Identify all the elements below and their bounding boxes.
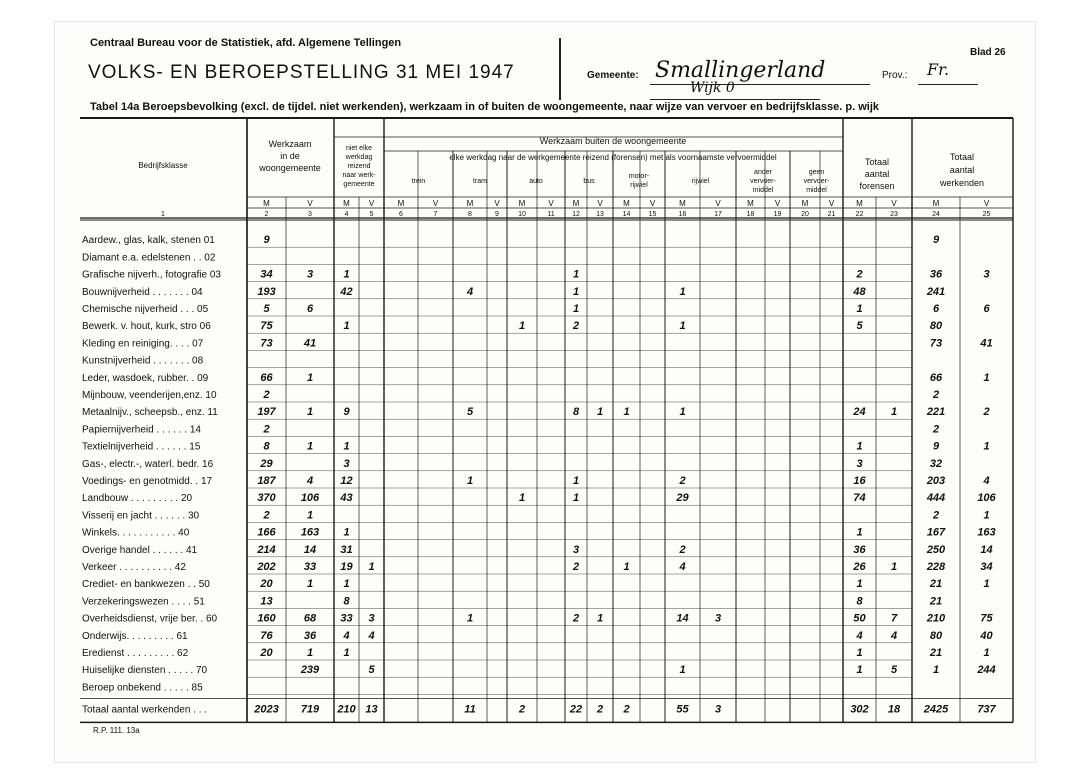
vehicle-header: ander [754,169,772,176]
row-label: Aardew., glas, kalk, stenen 01 [82,235,215,247]
cell-value: 244 [977,664,996,677]
niet-elke-header: naar werk- [342,172,376,179]
cell-value: 1 [306,509,314,522]
cell-value: 20 [260,578,273,591]
cell-value: 2 [263,389,270,401]
column-number: 23 [890,211,898,218]
total-value: 2425 [923,703,949,716]
cell-value: 41 [303,337,317,350]
row-label: Kleding en reiniging. . . . 07 [82,338,204,350]
cell-value: 202 [257,561,276,573]
cell-value: 66 [260,371,273,384]
mv-label: M [263,199,270,208]
province-label: Prov.: [882,70,908,81]
total-value: 2 [596,703,604,716]
row-label: Visserij en jacht . . . . . . 30 [82,510,200,522]
row-label: Bewerk. v. hout, kurk, stro 06 [82,321,211,333]
mv-label: M [747,199,754,208]
cell-value: 221 [926,406,946,419]
cell-value: 21 [929,595,943,608]
cell-value: 32 [929,457,943,470]
cell-value: 1 [343,578,350,591]
cell-value: 4 [343,629,350,642]
cell-value: 4 [306,475,314,487]
column-number: 18 [746,211,755,218]
cell-value: 2 [856,268,863,281]
row-label: Bouwnijverheid . . . . . . . 04 [82,286,203,298]
column-number: 1 [161,211,165,218]
cell-value: 1 [572,285,580,298]
cell-value: 370 [257,492,276,505]
cell-value: 6 [932,303,940,315]
row-label: Overige handel . . . . . . 41 [82,544,198,556]
row-label: Verkeer . . . . . . . . . . 42 [82,562,186,573]
row-label: Voedings- en genotmidd. . 17 [82,476,213,487]
column-number: 3 [308,211,312,218]
cell-value: 29 [676,492,689,505]
mv-label: M [572,199,580,208]
column-number: 21 [827,211,836,218]
totaal-forensen-header: Totaal [864,157,890,167]
cell-value: 1 [306,406,314,419]
cell-value: 14 [303,543,317,556]
mv-label: V [494,199,500,208]
cell-value: 8 [856,595,863,608]
niet-elke-header: reizend [347,163,371,170]
cell-value: 228 [926,561,946,573]
column-number: 10 [518,211,526,218]
cell-value: 3 [343,457,350,470]
cell-value: 8 [343,595,350,608]
cell-value: 1 [368,561,375,573]
column-number: 13 [596,211,604,218]
cell-value: 1 [679,664,686,677]
total-value: 2 [518,703,526,716]
cell-value: 7 [890,612,898,625]
cell-value: 75 [980,612,993,625]
mv-label: V [891,199,897,208]
cell-value: 1 [596,612,604,625]
vehicle-header: vervoer- [750,178,776,185]
row-label: Landbouw . . . . . . . . . 20 [82,493,193,505]
cell-value: 4 [466,285,474,298]
cell-value: 1 [856,664,863,677]
cell-value: 5 [466,406,474,419]
cell-value: 8 [263,440,270,453]
cell-value: 1 [856,647,863,659]
row-label: Grafische nijverh., fotografie 03 [82,269,221,281]
column-number: 2 [264,211,269,218]
row-label: Winkels. . . . . . . . . . . 40 [82,527,190,539]
buiten-header: Werkzaam buiten de woongemeente [539,136,687,146]
gemeente-label: Gemeente: [587,70,639,81]
totaal-forensen-header: forensen [859,181,895,191]
cell-value: 16 [853,475,866,487]
bureau-header: Centraal Bureau voor de Statistiek, afd. Algemene Tellingen [90,37,402,49]
column-number: 24 [932,211,940,218]
column-number: 25 [982,211,991,218]
cell-value: 3 [856,457,863,470]
cell-value: 1 [306,440,314,453]
cell-value: 33 [340,612,353,625]
cell-value: 239 [300,664,320,677]
cell-value: 24 [853,406,866,419]
cell-value: 106 [300,492,320,505]
cell-value: 1 [983,647,990,659]
mv-label: M [932,199,940,208]
cell-value: 1 [679,406,686,419]
vehicle-header: middel [752,187,774,194]
cell-value: 167 [926,526,946,539]
mv-label: V [983,199,990,208]
mv-label: M [801,199,809,208]
cell-value: 13 [260,595,273,608]
total-label: Totaal aantal werkenden . . . [82,704,208,716]
totaal-werkenden-header: werkenden [939,178,985,188]
vehicle-header: vervoer- [803,178,830,185]
cell-value: 14 [676,612,689,625]
row-label: Metaalnijv., scheepsb., enz. 11 [82,407,218,419]
wijk-value: Wijk 0 [690,80,735,96]
column-number: 6 [399,211,403,218]
row-label: Leder, wasdoek, rubber. . 09 [82,372,209,384]
cell-value: 250 [926,543,946,556]
cell-value: 48 [853,285,866,298]
row-label: Gas-, electr.-, waterl. bedr. 16 [82,458,214,470]
werkzaam-in-header: in de [280,151,300,161]
cell-value: 5 [263,303,270,315]
cell-value: 4 [368,629,375,642]
cell-value: 1 [983,578,990,591]
cell-value: 1 [572,475,580,487]
cell-value: 444 [926,492,946,505]
row-label: Onderwijs. . . . . . . . . 61 [82,630,188,642]
cell-value: 74 [853,492,866,505]
cell-value: 1 [983,509,990,522]
column-number: 16 [678,211,687,218]
cell-value: 2 [263,509,270,522]
cell-value: 1 [572,492,580,505]
cell-value: 163 [300,526,320,539]
total-value: 55 [676,703,689,716]
total-value: 2023 [254,703,279,716]
row-label: Eredienst . . . . . . . . . 62 [82,648,189,659]
mv-label: V [368,199,375,208]
cell-value: 73 [260,337,273,350]
cell-value: 2 [932,389,940,401]
vehicle-header: geen [808,169,825,176]
cell-value: 4 [856,629,863,642]
mv-label: M [623,199,630,208]
cell-value: 20 [260,647,273,659]
cell-value: 5 [368,664,375,677]
cell-value: 26 [853,561,866,573]
cell-value: 1 [343,526,350,539]
total-value: 719 [300,703,320,716]
niet-elke-header: gemeente [343,181,375,188]
cell-value: 29 [260,457,273,470]
cell-value: 1 [932,664,940,677]
mv-label: V [597,199,603,208]
row-label: Huiselijke diensten . . . . . 70 [82,665,208,677]
cell-value: 34 [260,268,273,281]
total-value: 210 [337,703,356,716]
row-label: Crediet- en bankwezen . . 50 [82,579,210,591]
cell-value: 3 [714,612,722,625]
total-value: 13 [365,703,378,716]
cell-value: 4 [890,629,898,642]
cell-value: 19 [340,561,353,573]
cell-value: 14 [980,543,993,556]
row-label: Diamant e.a. edelstenen . . 02 [82,252,216,264]
cell-value: 2 [572,612,580,625]
column-number: 12 [572,211,580,218]
cell-value: 1 [466,475,474,487]
cell-value: 2 [572,561,580,573]
cell-value: 166 [257,526,276,539]
column-number: 7 [433,211,438,218]
gemeente-value: Smallingerland [655,58,826,83]
column-number: 4 [344,211,349,218]
cell-value: 1 [856,526,863,539]
cell-value: 1 [466,612,474,625]
cell-value: 1 [983,440,990,453]
cell-value: 5 [890,664,898,677]
column-number: 14 [622,211,631,218]
totaal-werkenden-header: aantal [949,165,975,175]
cell-value: 76 [260,629,273,642]
column-number: 19 [773,211,782,218]
mv-label: M [466,199,474,208]
cell-value: 80 [929,320,943,333]
cell-value: 1 [343,268,350,281]
cell-value: 68 [303,612,317,625]
cell-value: 50 [853,612,866,625]
cell-value: 34 [980,561,993,573]
cell-value: 6 [983,303,990,315]
table-title: Tabel 14a Beroepsbevolking (excl. de tijdel. niet werkenden), werkzaam in of buiten de woongemeente, naar wijze van vervoer en bedrijfsklasse. p. wijk [90,101,879,113]
cell-value: 1 [679,285,686,298]
cell-value: 36 [929,268,943,281]
cell-value: 1 [343,647,350,659]
cell-value: 193 [257,285,276,298]
cell-value: 9 [343,406,350,419]
vehicle-header: trein [411,178,426,185]
cell-value: 31 [340,543,353,556]
vehicle-header: auto [529,178,543,185]
total-value: 3 [714,703,722,716]
cell-value: 1 [572,268,580,281]
cell-value: 40 [980,629,993,642]
niet-elke-header: niet elke [345,145,373,152]
cell-value: 187 [257,475,276,487]
cell-value: 203 [926,475,946,487]
mv-label: M [397,199,405,208]
total-value: 302 [850,703,869,716]
vehicle-header: middel [806,187,827,194]
cell-value: 6 [306,303,314,315]
cell-value: 1 [856,303,863,315]
cell-value: 42 [340,285,353,298]
mv-label: M [518,199,526,208]
cell-value: 1 [983,371,990,384]
cell-value: 214 [257,543,276,556]
cell-value: 75 [260,320,273,333]
cell-value: 33 [303,561,317,573]
cell-value: 12 [340,475,353,487]
cell-value: 2 [679,475,686,487]
mv-label: M [679,199,686,208]
cell-value: 1 [856,578,863,591]
total-value: 18 [887,703,901,716]
cell-value: 3 [572,543,580,556]
elke-werkdag-header: elke werkdag naar de werkgemeente reizend (forensen) met als voornaamste vervoermiddel [449,153,777,162]
column-number: 9 [495,211,499,218]
cell-value: 197 [257,406,276,419]
cell-value: 1 [306,647,314,659]
total-value: 737 [977,703,996,716]
mv-label: V [649,199,656,208]
cell-value: 3 [306,268,314,281]
cell-value: 4 [679,561,686,573]
column-number: 20 [801,211,809,218]
mv-label: V [307,199,313,208]
cell-value: 9 [932,234,940,247]
cell-value: 1 [518,320,526,333]
cell-value: 36 [303,629,317,642]
cell-value: 1 [596,406,604,419]
werkzaam-in-header: woongemeente [259,163,321,173]
cell-value: 3 [983,268,990,281]
mv-label: M [343,199,350,208]
column-number: 11 [547,211,555,218]
mv-label: V [548,199,554,208]
cell-value: 2 [983,406,990,419]
total-value: 22 [569,703,583,716]
vehicle-header: motor- [628,173,650,180]
cell-value: 1 [343,440,350,453]
column-number: 17 [714,211,722,218]
cell-value: 160 [257,612,276,625]
cell-value: 1 [890,406,898,419]
cell-value: 8 [572,406,580,419]
row-label: Papiernijverheid . . . . . . 14 [82,424,201,436]
column-number: 5 [369,211,374,218]
cell-value: 1 [623,561,630,573]
vehicle-header: bus [583,178,595,185]
row-label: Overheidsdienst, vrije ber. . 60 [82,613,218,625]
totaal-forensen-header: aantal [864,169,890,179]
cell-value: 43 [340,492,353,505]
row-label: Textielnijverheid . . . . . . 15 [82,441,201,453]
cell-value: 1 [623,406,630,419]
column-number: 15 [648,211,657,218]
total-value: 11 [464,703,476,716]
row-label: Kunstnijverheid . . . . . . . 08 [82,355,204,367]
column-number: 8 [468,211,472,218]
row-label: Mijnbouw, veenderijen,enz. 10 [82,390,217,401]
mv-label: V [774,199,781,208]
cell-value: 41 [980,337,993,350]
cell-value: 1 [572,303,580,315]
form-code: R.P. 111. 13a [93,726,140,735]
cell-value: 21 [929,578,943,591]
cell-value: 66 [929,371,943,384]
bedrijfsklasse-header: Bedrijfsklasse [138,161,188,170]
cell-value: 73 [929,337,943,350]
cell-value: 9 [932,440,940,453]
vehicle-header: rijwiel [630,182,648,189]
cell-value: 163 [977,526,996,539]
cell-value: 9 [263,234,270,247]
werkzaam-in-header: Werkzaam [268,139,312,149]
vehicle-header: rijwiel [691,178,710,185]
mv-label: V [828,199,835,208]
cell-value: 1 [306,578,314,591]
cell-value: 2 [572,320,580,333]
cell-value: 210 [926,612,946,625]
sheet-number: Blad 26 [970,47,1006,58]
cell-value: 2 [932,509,940,522]
niet-elke-header: werkdag [345,154,373,161]
cell-value: 3 [368,612,375,625]
cell-value: 21 [929,647,943,659]
mv-label: V [715,199,721,208]
mv-label: M [856,199,863,208]
totaal-werkenden-header: Totaal [949,152,975,162]
cell-value: 5 [856,320,863,333]
total-value: 2 [623,703,630,716]
row-label: Chemische nijverheid . . . 05 [82,304,209,315]
cell-value: 1 [343,320,350,333]
cell-value: 1 [518,492,526,505]
cell-value: 80 [929,629,943,642]
vehicle-header: tram [473,178,487,185]
cell-value: 1 [890,561,898,573]
cell-value: 241 [926,285,946,298]
cell-value: 2 [932,423,940,436]
cell-value: 2 [263,423,270,436]
cell-value: 106 [977,492,996,505]
cell-value: 1 [306,371,314,384]
row-label: Verzekeringswezen . . . . 51 [82,596,205,608]
column-number: 22 [855,211,864,218]
mv-label: V [432,199,439,208]
cell-value: 2 [679,543,686,556]
province-value: Fr. [927,60,950,79]
cell-value: 1 [856,440,863,453]
row-label: Beroep onbekend . . . . . 85 [82,682,203,694]
cell-value: 36 [853,543,866,556]
cell-value: 4 [983,475,990,487]
form-title: VOLKS- EN BEROEPSTELLING 31 MEI 1947 [88,62,515,83]
cell-value: 1 [679,320,686,333]
